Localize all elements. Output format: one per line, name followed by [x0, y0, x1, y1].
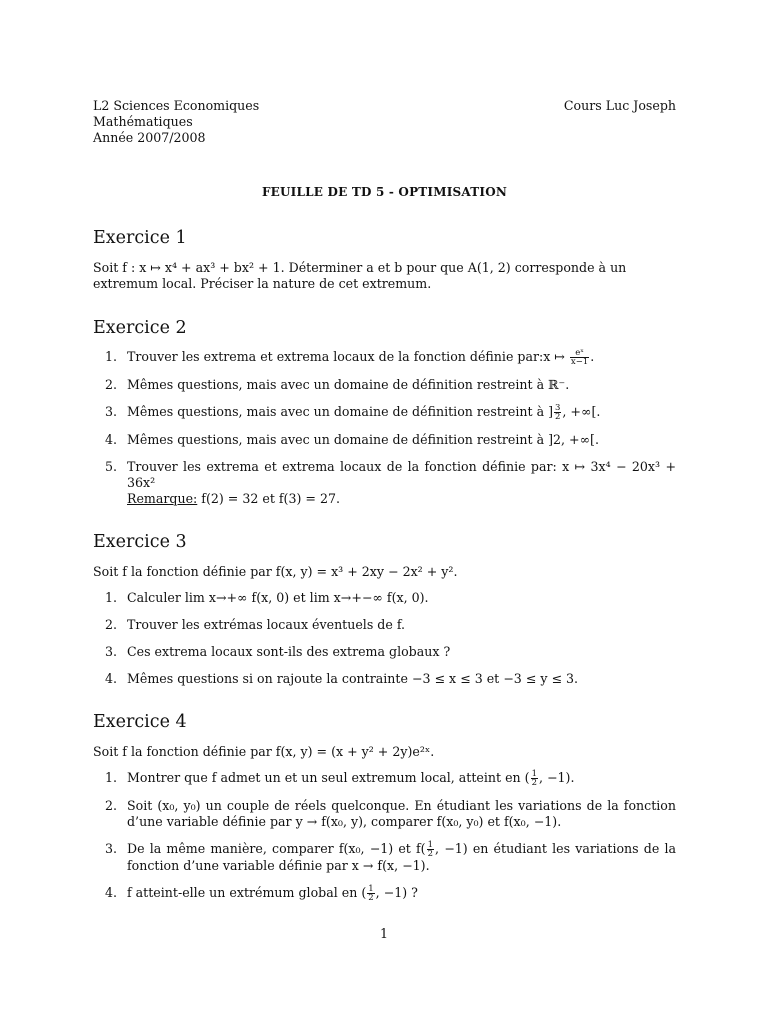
remark [127, 491, 676, 507]
item-text: De la même manière, comparer f(x₀, −1) et f( [127, 841, 426, 856]
exercise-2 [93, 317, 676, 507]
fraction-denominator: 2 [368, 893, 374, 903]
list-item [93, 404, 676, 421]
item-number: 2. [105, 377, 118, 392]
remark-label: Remarque: [127, 491, 198, 506]
item-number: 3. [105, 644, 118, 659]
fraction [427, 841, 434, 858]
list-item [93, 671, 676, 687]
item-text: Mêmes questions, mais avec un domaine de définition restreint à ℝ⁻. [127, 377, 570, 392]
document-page [93, 98, 676, 913]
sheet-title: FEUILLE DE TD 5 - OPTIMISATION [261, 185, 508, 199]
list-item [93, 349, 676, 366]
fraction [531, 770, 538, 787]
exercise-4 [93, 711, 676, 902]
exercise-2-heading: Exercice 2 [93, 318, 187, 338]
item-number: 3. [105, 841, 118, 856]
course-subject: Mathématiques [93, 114, 193, 129]
item-text: f atteint-elle un extrémum global en ( [127, 885, 367, 900]
exercise-4-list [93, 770, 676, 902]
list-item [93, 617, 676, 633]
exercise-3 [93, 531, 676, 687]
item-tail: , +∞[. [562, 404, 601, 419]
item-tail: , −1) ? [375, 885, 418, 900]
item-text: Soit (x₀, y₀) un couple de réels quelconque. En étudiant les variations de la fonction d’une variable définie par y → f(x₀, y), comparer f(x₀, y₀) et f(x₀, −1). [127, 798, 676, 829]
list-item [93, 432, 676, 448]
fraction-numerator: 3 [555, 403, 561, 413]
remark-text: f(2) = 32 et f(3) = 27. [197, 491, 340, 506]
fraction [367, 885, 374, 902]
item-text: Mêmes questions si on rajoute la contrainte −3 ≤ x ≤ 3 et −3 ≤ y ≤ 3. [127, 671, 579, 686]
exercise-4-intro: Soit f la fonction définie par f(x, y) = (x + y² + 2y)e²ˣ. [93, 744, 435, 759]
item-number: 2. [105, 617, 118, 632]
item-text: Montrer que f admet un et un seul extremum local, atteint en ( [127, 770, 530, 785]
exercise-1 [93, 227, 676, 292]
fraction-numerator: 1 [368, 884, 374, 894]
list-item [93, 377, 676, 393]
fraction-numerator: eˣ [570, 349, 589, 358]
fraction-numerator: 1 [427, 840, 434, 850]
item-text: Mêmes questions, mais avec un domaine de définition restreint à ]2, +∞[. [127, 432, 599, 447]
course-info [93, 98, 259, 146]
list-item [93, 590, 676, 606]
exercise-1-line-1: Soit f : x ↦ x⁴ + ax³ + bx² + 1. Déterminer a et b pour que A(1, 2) corresponde à un [93, 260, 627, 275]
item-tail: , −1) en étudiant les variations de la fonction d’une variable définie par x → f(x, −1). [127, 841, 676, 873]
exercise-1-heading: Exercice 1 [93, 228, 187, 248]
list-item [93, 885, 676, 902]
exercise-2-list [93, 349, 676, 507]
item-number: 4. [105, 432, 118, 447]
list-item [93, 798, 676, 830]
exercise-1-line-2: extremum local. Préciser la nature de cet extremum. [93, 276, 432, 291]
document-header [93, 98, 676, 146]
list-item [93, 459, 676, 507]
list-item [93, 644, 676, 660]
item-text: Trouver les extrémas locaux éventuels de f. [127, 617, 406, 632]
item-text: Calculer lim x→+∞ f(x, 0) et lim x→+−∞ f(x, 0). [127, 590, 429, 605]
exercise-3-heading: Exercice 3 [93, 532, 187, 552]
item-number: 4. [105, 671, 118, 686]
fraction-denominator: 2 [427, 849, 434, 859]
item-number: 1. [105, 590, 118, 605]
item-text: Trouver les extrema et extrema locaux de la fonction définie par: x ↦ 3x⁴ − 20x³ + 36x² [127, 459, 676, 490]
fraction-numerator: 1 [531, 769, 537, 779]
item-text: Ces extrema locaux sont-ils des extrema globaux ? [127, 644, 451, 659]
course-year: Année 2007/2008 [93, 130, 206, 145]
fraction-denominator: 2 [531, 778, 537, 788]
exercise-4-heading: Exercice 4 [93, 712, 187, 732]
item-number: 2. [105, 798, 118, 813]
exercise-3-list [93, 590, 676, 687]
item-text: Trouver les extrema et extrema locaux de la fonction définie par:x ↦ [127, 349, 569, 364]
exercise-1-statement [93, 260, 676, 292]
list-item [93, 770, 676, 787]
course-level: L2 Sciences Economiques [93, 98, 260, 113]
item-number: 3. [105, 404, 118, 419]
exercise-3-intro: Soit f la fonction définie par f(x, y) = x³ + 2xy − 2x² + y². [93, 564, 458, 579]
course-teacher: Cours Luc Joseph [563, 98, 676, 113]
item-tail: . [590, 349, 595, 364]
item-number: 5. [105, 459, 118, 474]
item-text: Mêmes questions, mais avec un domaine de définition restreint à ] [127, 404, 553, 419]
item-number: 1. [105, 770, 118, 785]
item-tail: , −1). [538, 770, 575, 785]
fraction [554, 404, 561, 421]
item-number: 1. [105, 349, 118, 364]
page-number: 1 [379, 926, 388, 941]
list-item [93, 841, 676, 874]
fraction-denominator: 2 [555, 412, 561, 422]
item-number: 4. [105, 885, 118, 900]
fraction [570, 349, 589, 366]
fraction-denominator: x−1 [570, 357, 589, 367]
